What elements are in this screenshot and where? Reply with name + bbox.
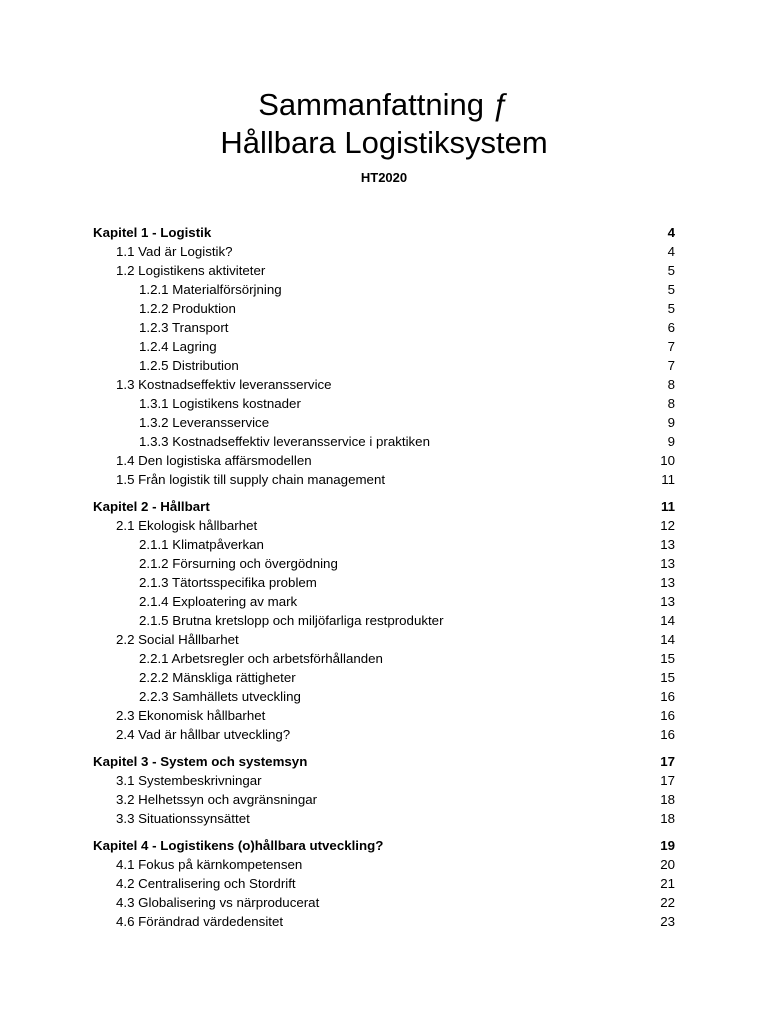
toc-entry-row[interactable] [93,668,675,687]
toc-entry-label: 4.3 Globalisering vs närproducerat [116,895,320,910]
toc-entry-row[interactable] [93,855,675,874]
toc-page-number: 5 [667,282,675,297]
toc-entry-label: Kapitel 1 - Logistik [93,225,212,240]
toc-entry-row[interactable] [93,706,675,725]
toc-entry-label: 2.1 Ekologisk hållbarhet [116,518,258,533]
toc-entry-label: 2.1.5 Brutna kretslopp och miljöfarliga restprodukter [139,613,444,628]
toc-page-number: 13 [660,556,675,571]
toc-entry-row[interactable] [93,470,675,489]
toc-page-number: 4 [667,225,675,240]
toc-entry-label: Kapitel 3 - System och systemsyn [93,754,308,769]
toc-page-number: 11 [661,472,675,487]
toc-entry-label: 4.2 Centralisering och Stordrift [116,876,296,891]
toc-chapter-row[interactable] [93,752,675,771]
toc-page-number: 7 [667,358,675,373]
toc-page-number: 13 [660,537,675,552]
toc-page-number: 21 [660,876,675,891]
toc-entry-row[interactable] [93,573,675,592]
toc-entry-row[interactable] [93,592,675,611]
toc-page-number: 16 [660,727,675,742]
toc-entry-label: 1.2.3 Transport [139,320,229,335]
toc-page-number: 4 [667,244,675,259]
toc-page-number: 20 [660,857,675,872]
toc-entry-label: 1.2 Logistikens aktiviteter [116,263,266,278]
toc-entry-label: 2.1.3 Tätortsspecifika problem [139,575,317,590]
toc-page-number: 16 [660,708,675,723]
toc-entry-label: 1.3.2 Leveransservice [139,415,270,430]
toc-entry-row[interactable] [93,242,675,261]
toc-page-number: 18 [660,811,675,826]
toc-entry-label: 2.2.1 Arbetsregler och arbetsförhållanden [139,651,383,666]
toc-entry-label: 1.2.4 Lagring [139,339,217,354]
toc-entry-row[interactable] [93,535,675,554]
toc-page-number: 11 [660,499,675,514]
toc-entry-label: 1.3.1 Logistikens kostnader [139,396,301,411]
toc-entry-row[interactable] [93,375,675,394]
toc-page-number: 9 [667,434,675,449]
toc-page-number: 15 [660,670,675,685]
toc-entry-row[interactable] [93,356,675,375]
toc-entry-row[interactable] [93,554,675,573]
toc-entry-row[interactable] [93,611,675,630]
toc-entry-label: 2.2.3 Samhällets utveckling [139,689,301,704]
toc-page-number: 12 [660,518,675,533]
toc-entry-label: 2.1.2 Försurning och övergödning [139,556,338,571]
document-title-line-1: Sammanfattning ƒ [258,87,510,122]
toc-page-number: 15 [660,651,675,666]
document-title-line-2: Hållbara Logistiksystem [220,125,548,160]
toc-chapter-row[interactable] [93,836,675,855]
toc-page-number: 14 [660,613,675,628]
toc-entry-label: 2.2.2 Mänskliga rättigheter [139,670,296,685]
toc-entry-row[interactable] [93,318,675,337]
toc-entry-label: 1.2.1 Materialförsörjning [139,282,282,297]
toc-entry-row[interactable] [93,790,675,809]
toc-entry-row[interactable] [93,337,675,356]
toc-entry-label: 3.3 Situationssynsättet [116,811,250,826]
toc-entry-label: 1.5 Från logistik till supply chain management [116,472,386,487]
toc-chapter-row[interactable] [93,497,675,516]
toc-entry-row[interactable] [93,516,675,535]
toc-page-number: 14 [660,632,675,647]
toc-entry-label: 2.1.4 Exploatering av mark [139,594,298,609]
toc-page-number: 5 [667,301,675,316]
toc-entry-label: 2.2 Social Hållbarhet [116,632,239,647]
toc-entry-row[interactable] [93,874,675,893]
toc-page-number: 18 [660,792,675,807]
toc-page-number: 8 [667,396,675,411]
toc-page-number: 19 [660,838,675,853]
toc-page-number: 5 [667,263,675,278]
toc-entry-label: 1.2.2 Produktion [139,301,236,316]
toc-entry-label: 1.4 Den logistiska affärsmodellen [116,453,312,468]
toc-entry-row[interactable] [93,912,675,931]
toc-entry-row[interactable] [93,809,675,828]
toc-page-number: 6 [667,320,675,335]
toc-page-number: 22 [660,895,675,910]
toc-entry-row[interactable] [93,893,675,912]
toc-entry-row[interactable] [93,413,675,432]
toc-page-number: 8 [667,377,675,392]
toc-entry-label: 1.3.3 Kostnadseffektiv leveransservice i praktiken [139,434,430,449]
toc-entry-label: 1.3 Kostnadseffektiv leveransservice [116,377,332,392]
toc-chapter-row[interactable] [93,223,675,242]
toc-entry-row[interactable] [93,771,675,790]
toc-entry-row[interactable] [93,687,675,706]
toc-entry-row[interactable] [93,630,675,649]
toc-page-number: 13 [660,594,675,609]
table-of-contents [93,223,675,931]
toc-entry-label: 2.4 Vad är hållbar utveckling? [116,727,291,742]
toc-entry-row[interactable] [93,649,675,668]
toc-page-number: 9 [667,415,675,430]
toc-entry-label: 4.6 Förändrad värdedensitet [116,914,284,929]
toc-entry-label: Kapitel 2 - Hållbart [93,499,210,514]
toc-entry-row[interactable] [93,280,675,299]
document-subtitle: HT2020 [360,170,408,185]
toc-entry-row[interactable] [93,432,675,451]
toc-page-number: 17 [660,773,675,788]
toc-page-number: 16 [660,689,675,704]
title-block [0,86,768,186]
toc-entry-label: 2.1.1 Klimatpåverkan [139,537,264,552]
toc-entry-row[interactable] [93,451,675,470]
toc-entry-label: Kapitel 4 - Logistikens (o)hållbara utveckling? [93,838,384,853]
toc-page-number: 23 [660,914,675,929]
toc-entry-label: 1.1 Vad är Logistik? [116,244,233,259]
toc-entry-row[interactable] [93,261,675,280]
toc-entry-row[interactable] [93,299,675,318]
toc-page-number: 13 [660,575,675,590]
toc-entry-row[interactable] [93,725,675,744]
toc-entry-label: 1.2.5 Distribution [139,358,239,373]
toc-page-number: 17 [660,754,675,769]
toc-entry-label: 3.2 Helhetssyn och avgränsningar [116,792,318,807]
toc-entry-label: 4.1 Fokus på kärnkompetensen [116,857,303,872]
toc-entry-row[interactable] [93,394,675,413]
toc-page-number: 7 [667,339,675,354]
toc-page-number: 10 [660,453,675,468]
toc-entry-label: 3.1 Systembeskrivningar [116,773,262,788]
toc-entry-label: 2.3 Ekonomisk hållbarhet [116,708,266,723]
